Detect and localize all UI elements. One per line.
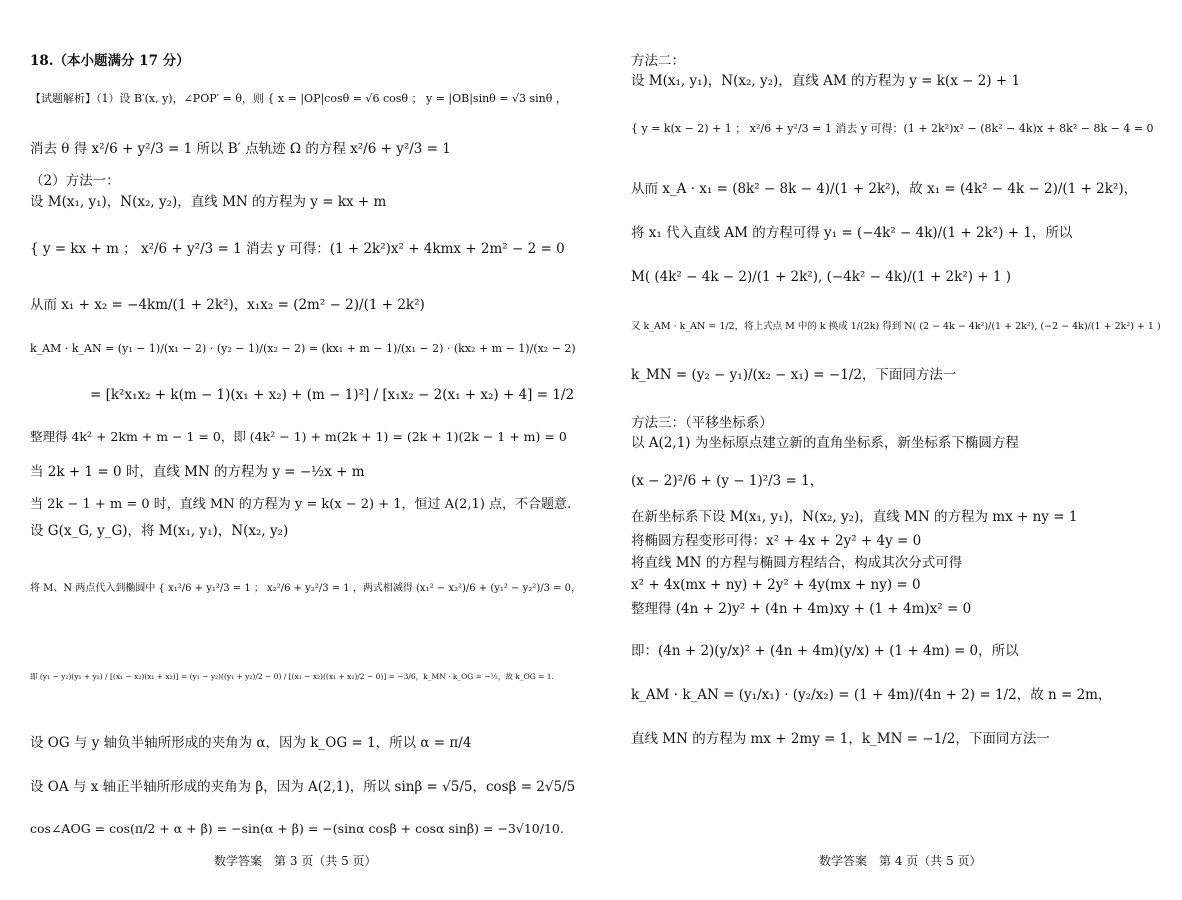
solution-line: 设 OA 与 x 轴正半轴所形成的夹角为 β，因为 A(2,1)，所以 sinβ = √5/5，cosβ = 2√5/5 [30,779,576,795]
page-right [591,0,1182,900]
solution-line: 将 M、N 两点代入到椭圆中 { x₁²/6 + y₁²/3 = 1 ； x₂²/6 + y₂²/3 = 1 ，两式相减得 (x₁² − x₂²)/6 + (y₁² − y₂²)/3 = 0， [30,583,582,594]
solution-line: 设 M(x₁, y₁)，N(x₂, y₂)，直线 AM 的方程为 y = k(x − 2) + 1 [631,73,1021,89]
solution-line: 直线 MN 的方程为 mx + 2my = 1，k_MN = −1/2，下面同方法一 [631,731,1050,747]
solution-line: 将 x₁ 代入直线 AM 的方程可得 y₁ = (−4k² − 4k)/(1 + 2k²) + 1，所以 [631,225,1073,241]
solution-line: 从而 x_A · x₁ = (8k² − 8k − 4)/(1 + 2k²)，故 x₁ = (4k² − 4k − 2)/(1 + 2k²)， [631,181,1138,197]
solution-line: 方法三：（平移坐标系） [631,415,773,431]
solution-line: 设 OG 与 y 轴负半轴所形成的夹角为 α，因为 k_OG = 1，所以 α = π/4 [30,735,472,751]
page-footer: 数学答案 第 4 页（共 5 页） [819,854,982,868]
solution-line: { y = k(x − 2) + 1 ； x²/6 + y²/3 = 1 消去 y 可得：(1 + 2k²)x² − (8k² − 4k)x + 8k² − 8k − 4 = 0 [631,122,1154,135]
solution-line: 整理得 (4n + 2)y² + (4n + 4m)xy + (1 + 4m)x² = 0 [631,601,972,617]
solution-line: 即 (y₁ − y₂)(y₁ + y₂) / [(x₁ − x₂)(x₁ + x₂)] = (y₁ − y₂)((y₁ + y₂)/2 − 0) / [(x₁ − x₂)((x₁ + x₂)/2 − 0)] = −3/6，k_MN · k_OG = −½，故 k_OG = 1. [30,672,554,681]
solution-line: 以 A(2,1) 为坐标原点建立新的直角坐标系，新坐标系下椭圆方程 [631,435,1019,451]
solution-line: cos∠AOG = cos(π/2 + α + β) = −sin(α + β) = −(sinα cosβ + cosα sinβ) = −3√10/10. [30,821,564,836]
solution-line: （2）方法一： [30,173,120,189]
solution-line: 当 2k − 1 + m = 0 时，直线 MN 的方程为 y = k(x − 2) + 1，恒过 A(2,1) 点，不合题意. [30,497,572,512]
solution-line: 【试题解析】（1）设 B′(x, y)，∠POP′ = θ，则 { x = |OP|cosθ = √6 cosθ ； y = |OB|sinθ = √3 sinθ ， [30,92,567,105]
solution-line: 在新坐标系下设 M(x₁, y₁)，N(x₂, y₂)，直线 MN 的方程为 mx + ny = 1 [631,509,1078,525]
solution-line: x² + 4x(mx + ny) + 2y² + 4y(mx + ny) = 0 [631,577,921,593]
solution-line: = [k²x₁x₂ + k(m − 1)(x₁ + x₂) + (m − 1)²] / [x₁x₂ − 2(x₁ + x₂) + 4] = 1/2 [90,387,575,403]
solution-line: 将直线 MN 的方程与椭圆方程结合，构成其次分式可得 [631,555,963,571]
problem-heading: 18.（本小题满分 17 分） [30,53,190,69]
solution-line: 当 2k + 1 = 0 时，直线 MN 的方程为 y = −½x + m [30,464,365,480]
solution-line: 又 k_AM · k_AN = 1/2，将上式点 M 中的 k 换成 1/(2k) 得到 N( (2 − 4k − 4k²)/(1 + 2k²), (−2 − 4k)/(1 + 2k²) + 1 ) [631,321,1161,332]
solution-line: 方法二： [631,53,685,69]
solution-line: 即：(4n + 2)(y/x)² + (4n + 4m)(y/x) + (1 + 4m) = 0，所以 [631,643,1019,659]
solution-line: k_AM · k_AN = (y₁ − 1)/(x₁ − 2) · (y₂ − 1)/(x₂ − 2) = (kx₁ + m − 1)/(x₁ − 2) · (kx₂ + m − 1)/(x₂ − 2) [30,342,576,355]
solution-line: { y = kx + m ； x²/6 + y²/3 = 1 消去 y 可得：(1 + 2k²)x² + 4kmx + 2m² − 2 = 0 [30,241,565,257]
page-footer: 数学答案 第 3 页（共 5 页） [214,854,377,868]
solution-line: 整理得 4k² + 2km + m − 1 = 0，即 (4k² − 1) + m(2k + 1) = (2k + 1)(2k − 1 + m) = 0 [30,429,567,444]
solution-line: k_MN = (y₂ − y₁)/(x₂ − x₁) = −1/2，下面同方法一 [631,367,957,383]
solution-line: 设 M(x₁, y₁)，N(x₂, y₂)，直线 MN 的方程为 y = kx + m [30,194,387,210]
solution-line: 设 G(x_G, y_G)，将 M(x₁, y₁)，N(x₂, y₂) [30,523,289,539]
solution-line: k_AM · k_AN = (y₁/x₁) · (y₂/x₂) = (1 + 4m)/(4n + 2) = 1/2，故 n = 2m， [631,687,1112,703]
solution-line: (x − 2)²/6 + (y − 1)²/3 = 1， [631,473,824,489]
solution-line: M( (4k² − 4k − 2)/(1 + 2k²), (−4k² − 4k)/(1 + 2k²) + 1 ) [631,269,1012,285]
solution-line: 从而 x₁ + x₂ = −4km/(1 + 2k²)，x₁x₂ = (2m² − 2)/(1 + 2k²) [30,297,425,313]
solution-line: 将椭圆方程变形可得：x² + 4x + 2y² + 4y = 0 [631,533,922,549]
solution-line: 消去 θ 得 x²/6 + y²/3 = 1 所以 B′ 点轨迹 Ω 的方程 x²/6 + y²/3 = 1 [30,141,451,157]
